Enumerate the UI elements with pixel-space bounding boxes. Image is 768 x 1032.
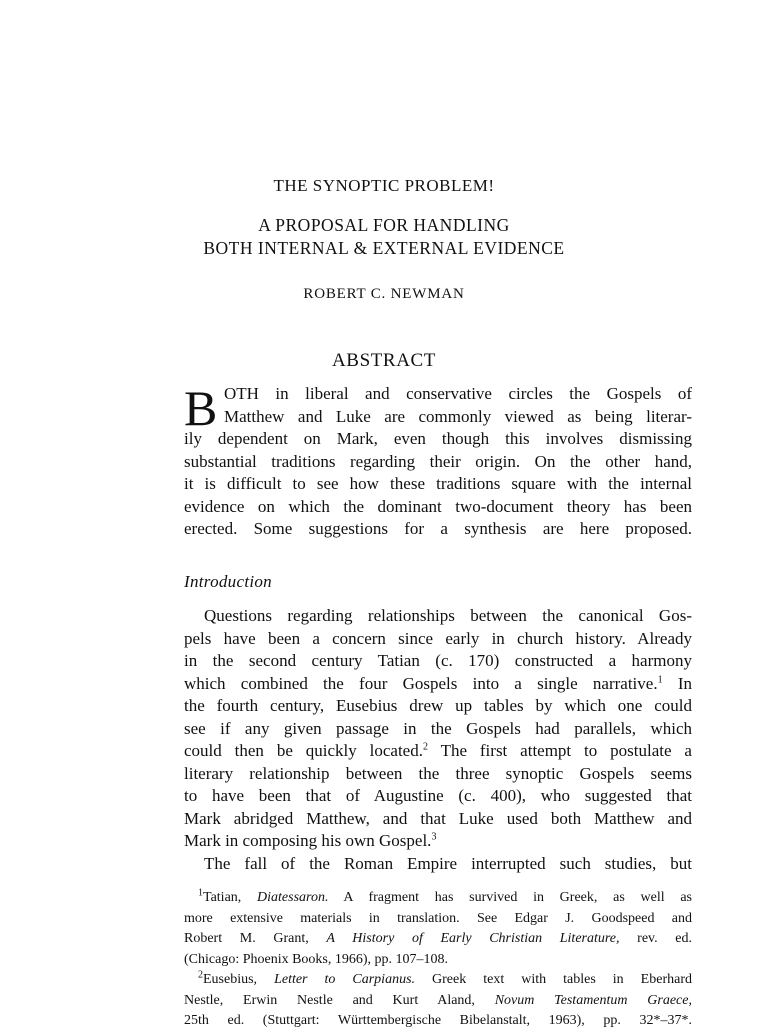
footnote-1: $^1$Tatian, Diatessaron. A fragment has survived in Greek, as well as	[198, 887, 692, 905]
article-title: THE SYNOPTIC PROBLEM!	[273, 176, 495, 195]
footnote-ref-2: 2	[422, 741, 428, 753]
body-line: literary relationship between the three synoptic Gospels seems	[184, 763, 692, 783]
body-line: in the second century Tatian (c. 170) constructed a harmony	[184, 651, 692, 670]
footnotes	[184, 888, 692, 1032]
body-line: pels have been a concern since early in church history. Already	[184, 628, 692, 648]
body-line: to have been that of Augustine (c. 400), who suggested that	[184, 786, 692, 805]
body-line: Questions regarding relationships between the canonical Gos-	[204, 606, 692, 625]
body-line: which combined the four Gospels into a single narrative.$^1$ In	[184, 673, 692, 693]
abstract-line: substantial traditions regarding their origin. On the other hand,	[184, 451, 692, 471]
abstract-line: Matthew and Luke are commonly viewed as being literar-	[224, 406, 692, 426]
abstract-line: it is difficult to see how these traditions square with the internal	[184, 474, 692, 493]
section-heading-introduction: Introduction	[184, 572, 272, 591]
body-line: see if any given passage in the Gospels had parallels, which	[184, 718, 692, 738]
article-subtitle-line-1: A PROPOSAL FOR HANDLING	[258, 215, 510, 235]
footnote-2-line: 25th ed. (Stuttgart: Württembergische Bibelanstalt, 1963), pp. 32*–37*.	[184, 1013, 692, 1028]
body-line: Mark abridged Matthew, and that Luke used both Matthew and	[184, 808, 692, 828]
footnote-2-line: Nestle, Erwin Nestle and Kurt Aland, Novum Testamentum Graece,	[184, 992, 692, 1008]
abstract-line: ily dependent on Mark, even though this involves dismissing	[184, 429, 692, 448]
author-name: ROBERT C. NEWMAN	[303, 286, 465, 302]
body-line: The fall of the Roman Empire interrupted such studies, but	[204, 853, 692, 873]
footnote-1-line: (Chicago: Phoenix Books, 1966), pp. 107–108.	[184, 951, 449, 967]
footnote-number: 2	[198, 969, 203, 981]
footnote-ref-1: 1	[657, 673, 663, 685]
abstract-line: erected. Some suggestions for a synthesis are here proposed.	[184, 519, 692, 538]
abstract-paragraph	[184, 380, 692, 541]
article-subtitle-line-2: BOTH INTERNAL & EXTERNAL EVIDENCE	[203, 238, 565, 258]
introduction-body	[184, 605, 692, 875]
body-line: could then be quickly located.$^2$ The first attempt to postulate a	[184, 741, 692, 760]
footnote-ref-3: 3	[431, 831, 437, 843]
abstract-line: OTH in liberal and conservative circles the Gospels of	[224, 384, 692, 403]
abstract-drop-cap: B	[184, 380, 218, 436]
body-line: Mark in composing his own Gospel.$^3$	[184, 831, 437, 850]
abstract-heading: ABSTRACT	[331, 350, 437, 371]
footnote-number: 1	[198, 887, 203, 899]
footnote-2: $^2$Eusebius, Letter to Carpianus. Greek text with tables in Eberhard	[198, 969, 692, 987]
body-line: the fourth century, Eusebius drew up tables by which one could	[184, 696, 692, 715]
footnote-1-line: Robert M. Grant, A History of Early Christian Literature, rev. ed.	[184, 931, 692, 946]
footnote-1-line: more extensive materials in translation. See Edgar J. Goodspeed and	[184, 910, 692, 926]
abstract-line: evidence on which the dominant two-document theory has been	[184, 496, 692, 516]
